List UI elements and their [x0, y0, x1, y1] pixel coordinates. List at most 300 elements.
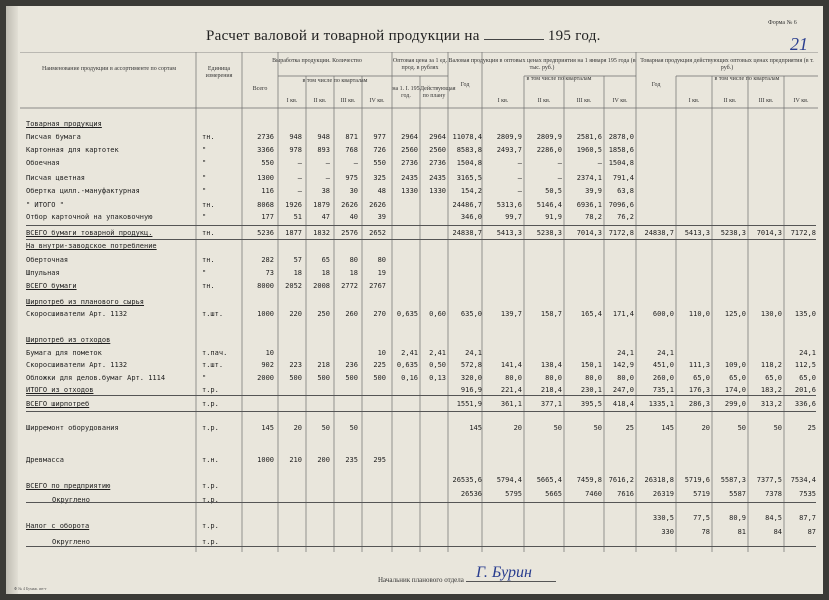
row-q4: 726: [373, 146, 386, 154]
row-q3: —: [353, 159, 358, 167]
row-commodity: 451,0: [652, 361, 674, 369]
row-name: ВСЕГО бумаги товарной продукц.: [26, 229, 153, 237]
row-gq3: 1960,5: [576, 146, 602, 154]
row-unit: т.н.: [202, 456, 219, 464]
row-unit: т.р.: [202, 386, 219, 394]
row-unit: т.р.: [202, 522, 219, 530]
row-cq3: 118,2: [760, 361, 782, 369]
row-actual: 0,13: [429, 374, 446, 382]
row-gq2: 158,7: [540, 310, 562, 318]
row-name: Оберточная: [26, 256, 69, 264]
row-q4: 2626: [369, 201, 386, 209]
row-price: 2964: [401, 133, 418, 141]
row-cq1: 5413,3: [684, 229, 710, 237]
row-gq3: 6936,1: [576, 201, 602, 209]
row-gq3: 230,1: [580, 386, 602, 394]
row-name: Древмасса: [26, 456, 64, 464]
col-header-gross: Валовая продукция в оптовых ценах предприятия на 1 января 195 года (в тыс. руб.): [448, 58, 636, 71]
row-total: 177: [261, 213, 274, 221]
row-price: 1330: [401, 187, 418, 195]
row-cq3: 65,0: [765, 374, 782, 382]
row-name: Округлено: [52, 496, 90, 504]
row-name: На внутри-заводское потребление: [26, 242, 157, 250]
row-gq1: —: [517, 187, 522, 195]
row-q2: 50: [321, 424, 330, 432]
row-gross: 26536: [460, 490, 482, 498]
row-q2: 1832: [313, 229, 330, 237]
row-q4: 2652: [369, 229, 386, 237]
row-unit: тн.: [202, 282, 215, 290]
row-name: ВСЕГО ширпотреб: [26, 400, 90, 408]
row-q4: 225: [373, 361, 386, 369]
row-gq4: 142,9: [612, 361, 634, 369]
row-q4: 295: [373, 456, 386, 464]
row-q4: 550: [373, 159, 386, 167]
row-cq4: 87: [807, 528, 816, 536]
row-price: 2435: [401, 174, 418, 182]
gq1-label: I кв.: [497, 98, 509, 104]
row-q3: 30: [349, 187, 358, 195]
row-gq2: —: [557, 159, 562, 167]
col-header-commodity-quarter: в том числе по кварталам: [714, 76, 780, 82]
row-name: Шпульная: [26, 269, 60, 277]
row-price: 0,635: [396, 361, 418, 369]
row-cq2: 125,0: [724, 310, 746, 318]
row-cq3: 313,2: [760, 400, 782, 408]
row-cq4: 201,6: [794, 386, 816, 394]
row-unit: т.шт.: [202, 361, 224, 369]
row-commodity: 145: [661, 424, 674, 432]
row-total: 902: [261, 361, 274, 369]
row-cq3: 84: [773, 528, 782, 536]
row-q3: 80: [349, 256, 358, 264]
q2-label: II кв.: [313, 98, 327, 104]
row-gq1: 361,1: [500, 400, 522, 408]
row-q3: 768: [345, 146, 358, 154]
row-cq4: 24,1: [799, 349, 816, 357]
row-gq3: 395,5: [580, 400, 602, 408]
row-gross: 154,2: [460, 187, 482, 195]
row-commodity: 24,1: [657, 349, 674, 357]
row-unit: ": [202, 159, 207, 167]
row-name: Ширпотреб из планового сырья: [26, 298, 145, 306]
q4-label: IV кв.: [369, 98, 385, 104]
row-gq4: 80,0: [617, 374, 634, 382]
row-cq1: 5719: [693, 490, 710, 498]
row-q1: 2052: [285, 282, 302, 290]
row-gross: 26535,6: [452, 476, 482, 484]
row-q2: 47: [321, 213, 330, 221]
row-cq1: 65,0: [693, 374, 710, 382]
row-total: 73: [265, 269, 274, 277]
row-q2: 948: [317, 133, 330, 141]
row-unit: т.пач.: [202, 349, 228, 357]
row-name: Округлено: [52, 538, 90, 546]
row-name: Скоросшиватели Арт. 1132: [26, 361, 128, 369]
row-name: ИТОГО из отходов: [26, 386, 94, 394]
row-gq3: —: [597, 159, 602, 167]
col-header-actual: Действующая по плану: [420, 86, 456, 99]
row-q1: 18: [293, 269, 302, 277]
row-cq1: 286,3: [688, 400, 710, 408]
row-gq2: 5238,3: [536, 229, 562, 237]
row-cq2: 80,9: [729, 514, 746, 522]
row-gq2: 138,4: [540, 361, 562, 369]
row-cq2: 50: [737, 424, 746, 432]
row-gq3: 7459,8: [576, 476, 602, 484]
row-gq3: 2374,1: [576, 174, 602, 182]
row-q2: 500: [317, 374, 330, 382]
row-q1: —: [297, 174, 302, 182]
row-q1: 220: [289, 310, 302, 318]
row-actual: 2964: [429, 133, 446, 141]
row-gross: 635,0: [460, 310, 482, 318]
row-gq1: —: [517, 174, 522, 182]
row-commodity: 600,0: [652, 310, 674, 318]
row-cq3: 183,2: [760, 386, 782, 394]
row-gross: 346,0: [460, 213, 482, 221]
row-actual: 0,50: [429, 361, 446, 369]
row-q3: 40: [349, 213, 358, 221]
row-cq4: 65,0: [799, 374, 816, 382]
row-gq4: 25: [625, 424, 634, 432]
row-cq3: 7377,5: [756, 476, 782, 484]
row-q3: 500: [345, 374, 358, 382]
row-total: 282: [261, 256, 274, 264]
row-cq3: 84,5: [765, 514, 782, 522]
row-commodity: 24838,7: [644, 229, 674, 237]
row-price: 2560: [401, 146, 418, 154]
divider-line: [26, 225, 816, 226]
row-gq2: 5665,4: [536, 476, 562, 484]
row-q4: 19: [377, 269, 386, 277]
row-gross: 916,9: [460, 386, 482, 394]
row-unit: т.шт.: [202, 310, 224, 318]
row-cq4: 336,6: [794, 400, 816, 408]
year-blank: [484, 39, 544, 40]
row-gross: 24486,7: [452, 201, 482, 209]
row-gq3: 150,1: [580, 361, 602, 369]
row-cq2: 299,0: [724, 400, 746, 408]
row-name: ВСЕГО бумаги: [26, 282, 77, 290]
cq2-label: II кв.: [723, 98, 737, 104]
row-cq2: 5587,3: [720, 476, 746, 484]
row-cq3: 7014,3: [756, 229, 782, 237]
row-gq1: 99,7: [505, 213, 522, 221]
row-unit: ": [202, 146, 207, 154]
divider-line: [26, 395, 816, 396]
row-unit: т.р.: [202, 400, 219, 408]
row-q1: 500: [289, 374, 302, 382]
row-total: 3366: [257, 146, 274, 154]
row-cq1: 111,3: [688, 361, 710, 369]
q1-label: I кв.: [286, 98, 298, 104]
col-header-output: Выработка продукции. Количество: [272, 58, 362, 64]
row-gq4: 24,1: [617, 349, 634, 357]
row-q1: 948: [289, 133, 302, 141]
row-q4: 48: [377, 187, 386, 195]
row-gq1: 139,7: [500, 310, 522, 318]
row-gq4: 247,0: [612, 386, 634, 394]
row-price: 2,41: [401, 349, 418, 357]
row-q3: 235: [345, 456, 358, 464]
row-gq2: —: [557, 174, 562, 182]
row-gross: 572,8: [460, 361, 482, 369]
row-gq2: 2809,9: [536, 133, 562, 141]
divider-line: [26, 411, 816, 412]
handwritten-page-number: 21: [790, 34, 808, 54]
row-gq1: 221,4: [500, 386, 522, 394]
row-total: 116: [261, 187, 274, 195]
row-gq1: 5413,3: [496, 229, 522, 237]
row-gq3: 50: [593, 424, 602, 432]
row-unit: ": [202, 213, 207, 221]
row-gq1: 5795: [505, 490, 522, 498]
row-gq4: 171,4: [612, 310, 634, 318]
q3-label: III кв.: [340, 98, 356, 104]
row-gq4: 1858,6: [608, 146, 634, 154]
row-commodity: 260,0: [652, 374, 674, 382]
row-total: 2736: [257, 133, 274, 141]
row-q1: 223: [289, 361, 302, 369]
col-header-price: Оптовая цена за 1 ед. прод. в рублях: [392, 58, 448, 71]
row-gq4: 7616: [617, 490, 634, 498]
row-gq1: 5794,4: [496, 476, 522, 484]
row-name: ВСЕГО по предприятию: [26, 482, 111, 490]
row-q4: 39: [377, 213, 386, 221]
row-gross: 8583,8: [456, 146, 482, 154]
row-unit: т.р.: [202, 538, 219, 546]
row-gq2: 2286,0: [536, 146, 562, 154]
row-unit: ": [202, 174, 207, 182]
row-name: Писчая цветная: [26, 174, 86, 182]
row-gq4: 1504,8: [608, 159, 634, 167]
row-unit: ": [202, 374, 207, 382]
row-q1: 1926: [285, 201, 302, 209]
row-name: Обертка цилл.-мануфактурная: [26, 187, 140, 195]
row-actual: 2435: [429, 174, 446, 182]
row-cq2: 109,0: [724, 361, 746, 369]
row-cq1: 5719,6: [684, 476, 710, 484]
row-gq3: 165,4: [580, 310, 602, 318]
row-cq4: 7534,4: [790, 476, 816, 484]
divider-line: [26, 502, 816, 503]
col-header-product: Наименование продукции в ассортименте по сортам: [41, 66, 176, 72]
row-gross: 3165,5: [456, 174, 482, 182]
row-gq3: 39,9: [585, 187, 602, 195]
row-q2: 218: [317, 361, 330, 369]
row-cq3: 130,0: [760, 310, 782, 318]
row-name: Налог с оборота: [26, 522, 90, 530]
row-q1: 978: [289, 146, 302, 154]
row-q3: 2626: [341, 201, 358, 209]
row-cq4: 7172,8: [790, 229, 816, 237]
row-gq2: 80,0: [545, 374, 562, 382]
col-header-commodity-year: Год: [651, 82, 661, 88]
row-cq1: 20: [701, 424, 710, 432]
row-gq4: 76,2: [617, 213, 634, 221]
row-q2: 200: [317, 456, 330, 464]
row-gq2: 50: [553, 424, 562, 432]
row-name: Картонная для картотек: [26, 146, 119, 154]
row-cq4: 135,0: [794, 310, 816, 318]
row-total: 2000: [257, 374, 274, 382]
row-total: 5236: [257, 229, 274, 237]
row-unit: тн.: [202, 256, 215, 264]
page-title: Расчет валовой и товарной продукции на 195 год.: [206, 28, 601, 44]
row-gross: 1551,9: [456, 400, 482, 408]
row-gq1: 2493,7: [496, 146, 522, 154]
handwritten-signature: Г. Бурин: [476, 564, 532, 581]
row-q4: 80: [377, 256, 386, 264]
row-gross: 1504,8: [456, 159, 482, 167]
row-gq3: 7014,3: [576, 229, 602, 237]
row-commodity: 1335,1: [648, 400, 674, 408]
row-gq2: 218,4: [540, 386, 562, 394]
row-commodity: 330,5: [652, 514, 674, 522]
row-name: Отбор карточной на упаковочную: [26, 213, 153, 221]
row-q3: 50: [349, 424, 358, 432]
row-q2: 1879: [313, 201, 330, 209]
row-gross: 320,0: [460, 374, 482, 382]
divider-line: [26, 239, 816, 240]
row-q2: 893: [317, 146, 330, 154]
row-gq2: 91,9: [545, 213, 562, 221]
row-q3: 2576: [341, 229, 358, 237]
row-q1: 57: [293, 256, 302, 264]
row-gq3: 80,0: [585, 374, 602, 382]
row-gq1: 5313,6: [496, 201, 522, 209]
row-unit: тн.: [202, 201, 215, 209]
footer-signature-line: Начальник планового отдела: [378, 576, 556, 584]
row-cq3: 50: [773, 424, 782, 432]
row-cq4: 7535: [799, 490, 816, 498]
cq3-label: III кв.: [758, 98, 774, 104]
row-unit: т.р.: [202, 482, 219, 490]
row-gq4: 7616,2: [608, 476, 634, 484]
col-header-total: Всего: [252, 86, 268, 92]
cq4-label: IV кв.: [793, 98, 809, 104]
row-gq4: 7172,8: [608, 229, 634, 237]
row-gq4: 2878,0: [608, 133, 634, 141]
row-name: Товарная продукция: [26, 120, 102, 128]
row-actual: 0,60: [429, 310, 446, 318]
row-gross: 24838,7: [452, 229, 482, 237]
row-gq1: —: [517, 159, 522, 167]
divider-line: [26, 546, 816, 547]
row-name: Обложки для делов.бумаг Арт. 1114: [26, 374, 166, 382]
row-cq4: 112,5: [794, 361, 816, 369]
row-q4: 10: [377, 349, 386, 357]
row-cq1: 110,0: [688, 310, 710, 318]
row-price: 2736: [401, 159, 418, 167]
document-page: [6, 6, 823, 594]
row-name: Скоросшиватели Арт. 1132: [26, 310, 128, 318]
col-header-commodity: Товарная продукция действующих оптовых ценах предприятия (в т. руб.): [640, 58, 814, 71]
row-name: Обоечная: [26, 159, 60, 167]
row-q3: 260: [345, 310, 358, 318]
row-gross: 24,1: [465, 349, 482, 357]
row-name: Писчая бумага: [26, 133, 81, 141]
row-cq2: 174,0: [724, 386, 746, 394]
row-total: 8068: [257, 201, 274, 209]
col-header-gross-year: Год: [460, 82, 470, 88]
row-total: 1000: [257, 456, 274, 464]
row-actual: 1330: [429, 187, 446, 195]
row-q3: 18: [349, 269, 358, 277]
row-total: 1300: [257, 174, 274, 182]
row-cq3: 7378: [765, 490, 782, 498]
row-q1: —: [297, 159, 302, 167]
col-header-year195: на 1. I. 195 год.: [392, 86, 420, 99]
row-q4: 2767: [369, 282, 386, 290]
row-q3: 975: [345, 174, 358, 182]
row-q2: —: [325, 159, 330, 167]
row-actual: 2,41: [429, 349, 446, 357]
row-q1: 210: [289, 456, 302, 464]
row-total: 550: [261, 159, 274, 167]
col-header-unit: Единица измерения: [205, 66, 233, 79]
row-total: 1000: [257, 310, 274, 318]
row-total: 10: [265, 349, 274, 357]
row-cq1: 77,5: [693, 514, 710, 522]
row-gq1: 80,0: [505, 374, 522, 382]
row-cq4: 87,7: [799, 514, 816, 522]
row-q2: 65: [321, 256, 330, 264]
row-gross: 11078,4: [452, 133, 482, 141]
row-unit: т.р.: [202, 424, 219, 432]
row-gq2: 377,1: [540, 400, 562, 408]
row-q1: 20: [293, 424, 302, 432]
row-commodity: 330: [661, 528, 674, 536]
row-total: 145: [261, 424, 274, 432]
row-actual: 2560: [429, 146, 446, 154]
row-name: " ИТОГО ": [26, 201, 64, 209]
row-commodity: 735,1: [652, 386, 674, 394]
row-price: 0,16: [401, 374, 418, 382]
row-name: Бумага для пометок: [26, 349, 102, 357]
row-gross: 145: [469, 424, 482, 432]
row-total: 8000: [257, 282, 274, 290]
row-cq2: 65,0: [729, 374, 746, 382]
row-gq4: 7096,6: [608, 201, 634, 209]
row-q3: 236: [345, 361, 358, 369]
row-unit: т.р.: [202, 496, 219, 504]
col-header-by-quarter: в том числе по кварталам: [302, 78, 368, 84]
gq3-label: III кв.: [576, 98, 592, 104]
row-q1: 51: [293, 213, 302, 221]
cq1-label: I кв.: [688, 98, 700, 104]
row-q4: 325: [373, 174, 386, 182]
row-q2: 18: [321, 269, 330, 277]
row-cq2: 5238,3: [720, 229, 746, 237]
gq4-label: IV кв.: [612, 98, 628, 104]
row-cq1: 78: [701, 528, 710, 536]
row-gq3: 7460: [585, 490, 602, 498]
row-gq1: 20: [513, 424, 522, 432]
row-name: Ширпотреб из отходов: [26, 336, 111, 344]
row-commodity: 26319: [652, 490, 674, 498]
row-q3: 2772: [341, 282, 358, 290]
col-header-gross-quarter: в том числе по кварталам: [526, 76, 592, 82]
row-cq4: 25: [807, 424, 816, 432]
row-cq2: 5587: [729, 490, 746, 498]
row-gq2: 5146,4: [536, 201, 562, 209]
gq2-label: II кв.: [537, 98, 551, 104]
row-unit: тн.: [202, 229, 215, 237]
row-gq1: 141,4: [500, 361, 522, 369]
row-q2: —: [325, 174, 330, 182]
